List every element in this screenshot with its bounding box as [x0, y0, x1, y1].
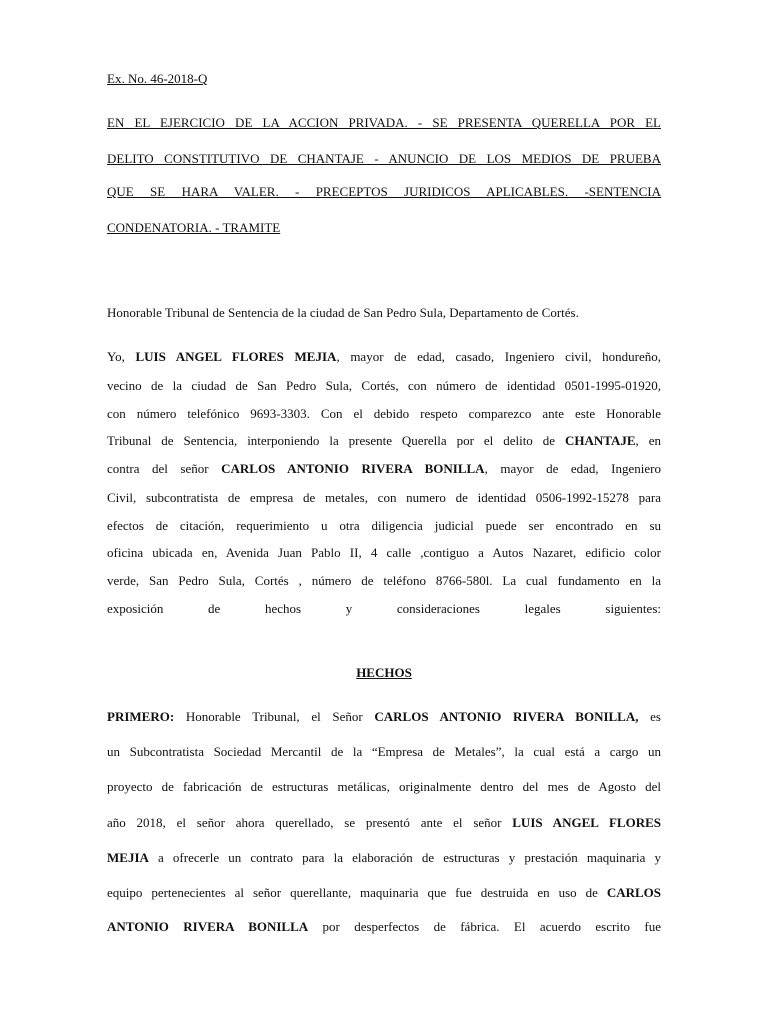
querellado-name: ANTONIO RIVERA BONILLA [107, 919, 309, 934]
paragraph-line [107, 709, 661, 725]
heading-line: CONDENATORIA. - TRAMITE [107, 220, 281, 235]
querellado-name: CARLOS ANTONIO RIVERA BONILLA, [374, 709, 639, 724]
text-run: contra del señor [107, 461, 222, 476]
querellante-name: LUIS ANGEL FLORES [512, 815, 661, 830]
querellado-name: CARLOS ANTONIO RIVERA BONILLA [221, 461, 485, 476]
text-run: Tribunal de Sentencia, interponiendo la presente Querella por el delito de [107, 433, 565, 448]
addressee: Honorable Tribunal de Sentencia de la ciudad de San Pedro Sula, Departamento de Cortés. [107, 305, 579, 320]
paragraph-line: proyecto de fabricación de estructuras metálicas, originalmente dentro del mes de Agosto del [107, 779, 661, 794]
paragraph-line: efectos de citación, requerimiento u otra diligencia judicial puede ser encontrado en su [107, 518, 661, 533]
text-run: equipo pertenecientes al señor querellante, maquinaria que fue destruida en uso de [107, 885, 607, 900]
paragraph-line: vecino de la ciudad de San Pedro Sula, Cortés, con número de identidad 0501-1995-01920, [107, 378, 661, 393]
paragraph-line: oficina ubicada en, Avenida Juan Pablo II, 4 calle ,contiguo a Autos Nazaret, edificio color [107, 545, 661, 560]
heading-line: QUE SE HARA VALER. - PRECEPTOS JURIDICOS APLICABLES. -SENTENCIA [107, 184, 661, 199]
text-run: Yo, [107, 349, 136, 364]
paragraph-line [107, 433, 661, 449]
text-run: año 2018, el señor ahora querellado, se presentó ante el señor [107, 815, 513, 830]
paragraph-line [107, 850, 661, 866]
querellante-name: LUIS ANGEL FLORES MEJIA [135, 349, 337, 364]
paragraph-line: verde, San Pedro Sula, Cortés , número de teléfono 8766-580l. La cual fundamento en la [107, 573, 661, 588]
text-run: por desperfectos de fábrica. El acuerdo escrito fue [308, 919, 661, 934]
ordinal-label: PRIMERO: [107, 709, 175, 724]
paragraph-line [107, 815, 661, 831]
paragraph-line [107, 461, 661, 477]
text-run: a ofrecerle un contrato para la elaboración de estructuras y prestación maquinaria y [148, 850, 661, 865]
paragraph-line [107, 919, 661, 935]
paragraph-line [107, 885, 661, 901]
text-run: , mayor de edad, Ingeniero [484, 461, 661, 476]
paragraph-line: exposición de hechos y consideraciones legales siguientes: [107, 601, 661, 616]
paragraph-line: un Subcontratista Sociedad Mercantil de la “Empresa de Metales”, la cual está a cargo un [107, 744, 661, 759]
text-run: , mayor de edad, casado, Ingeniero civil, hondureño, [336, 349, 662, 364]
paragraph-line: Civil, subcontratista de empresa de metales, con numero de identidad 0506-1992-15278 para [107, 490, 661, 505]
section-title: HECHOS [356, 665, 412, 680]
delito-name: CHANTAJE [564, 433, 636, 448]
querellante-name: MEJIA [107, 850, 149, 865]
querellado-name: CARLOS [606, 885, 661, 900]
text-run: Honorable Tribunal, el Señor [174, 709, 375, 724]
text-run: es [638, 709, 661, 724]
case-number: Ex. No. 46-2018-Q [107, 71, 208, 86]
text-run: , en [635, 433, 661, 448]
paragraph-line: con número telefónico 9693-3303. Con el debido respeto comparezco ante este Honorable [107, 406, 661, 421]
heading-line: EN EL EJERCICIO DE LA ACCION PRIVADA. - SE PRESENTA QUERELLA POR EL [107, 115, 661, 130]
paragraph-line [107, 349, 661, 365]
heading-line: DELITO CONSTITUTIVO DE CHANTAJE - ANUNCIO DE LOS MEDIOS DE PRUEBA [107, 151, 661, 166]
